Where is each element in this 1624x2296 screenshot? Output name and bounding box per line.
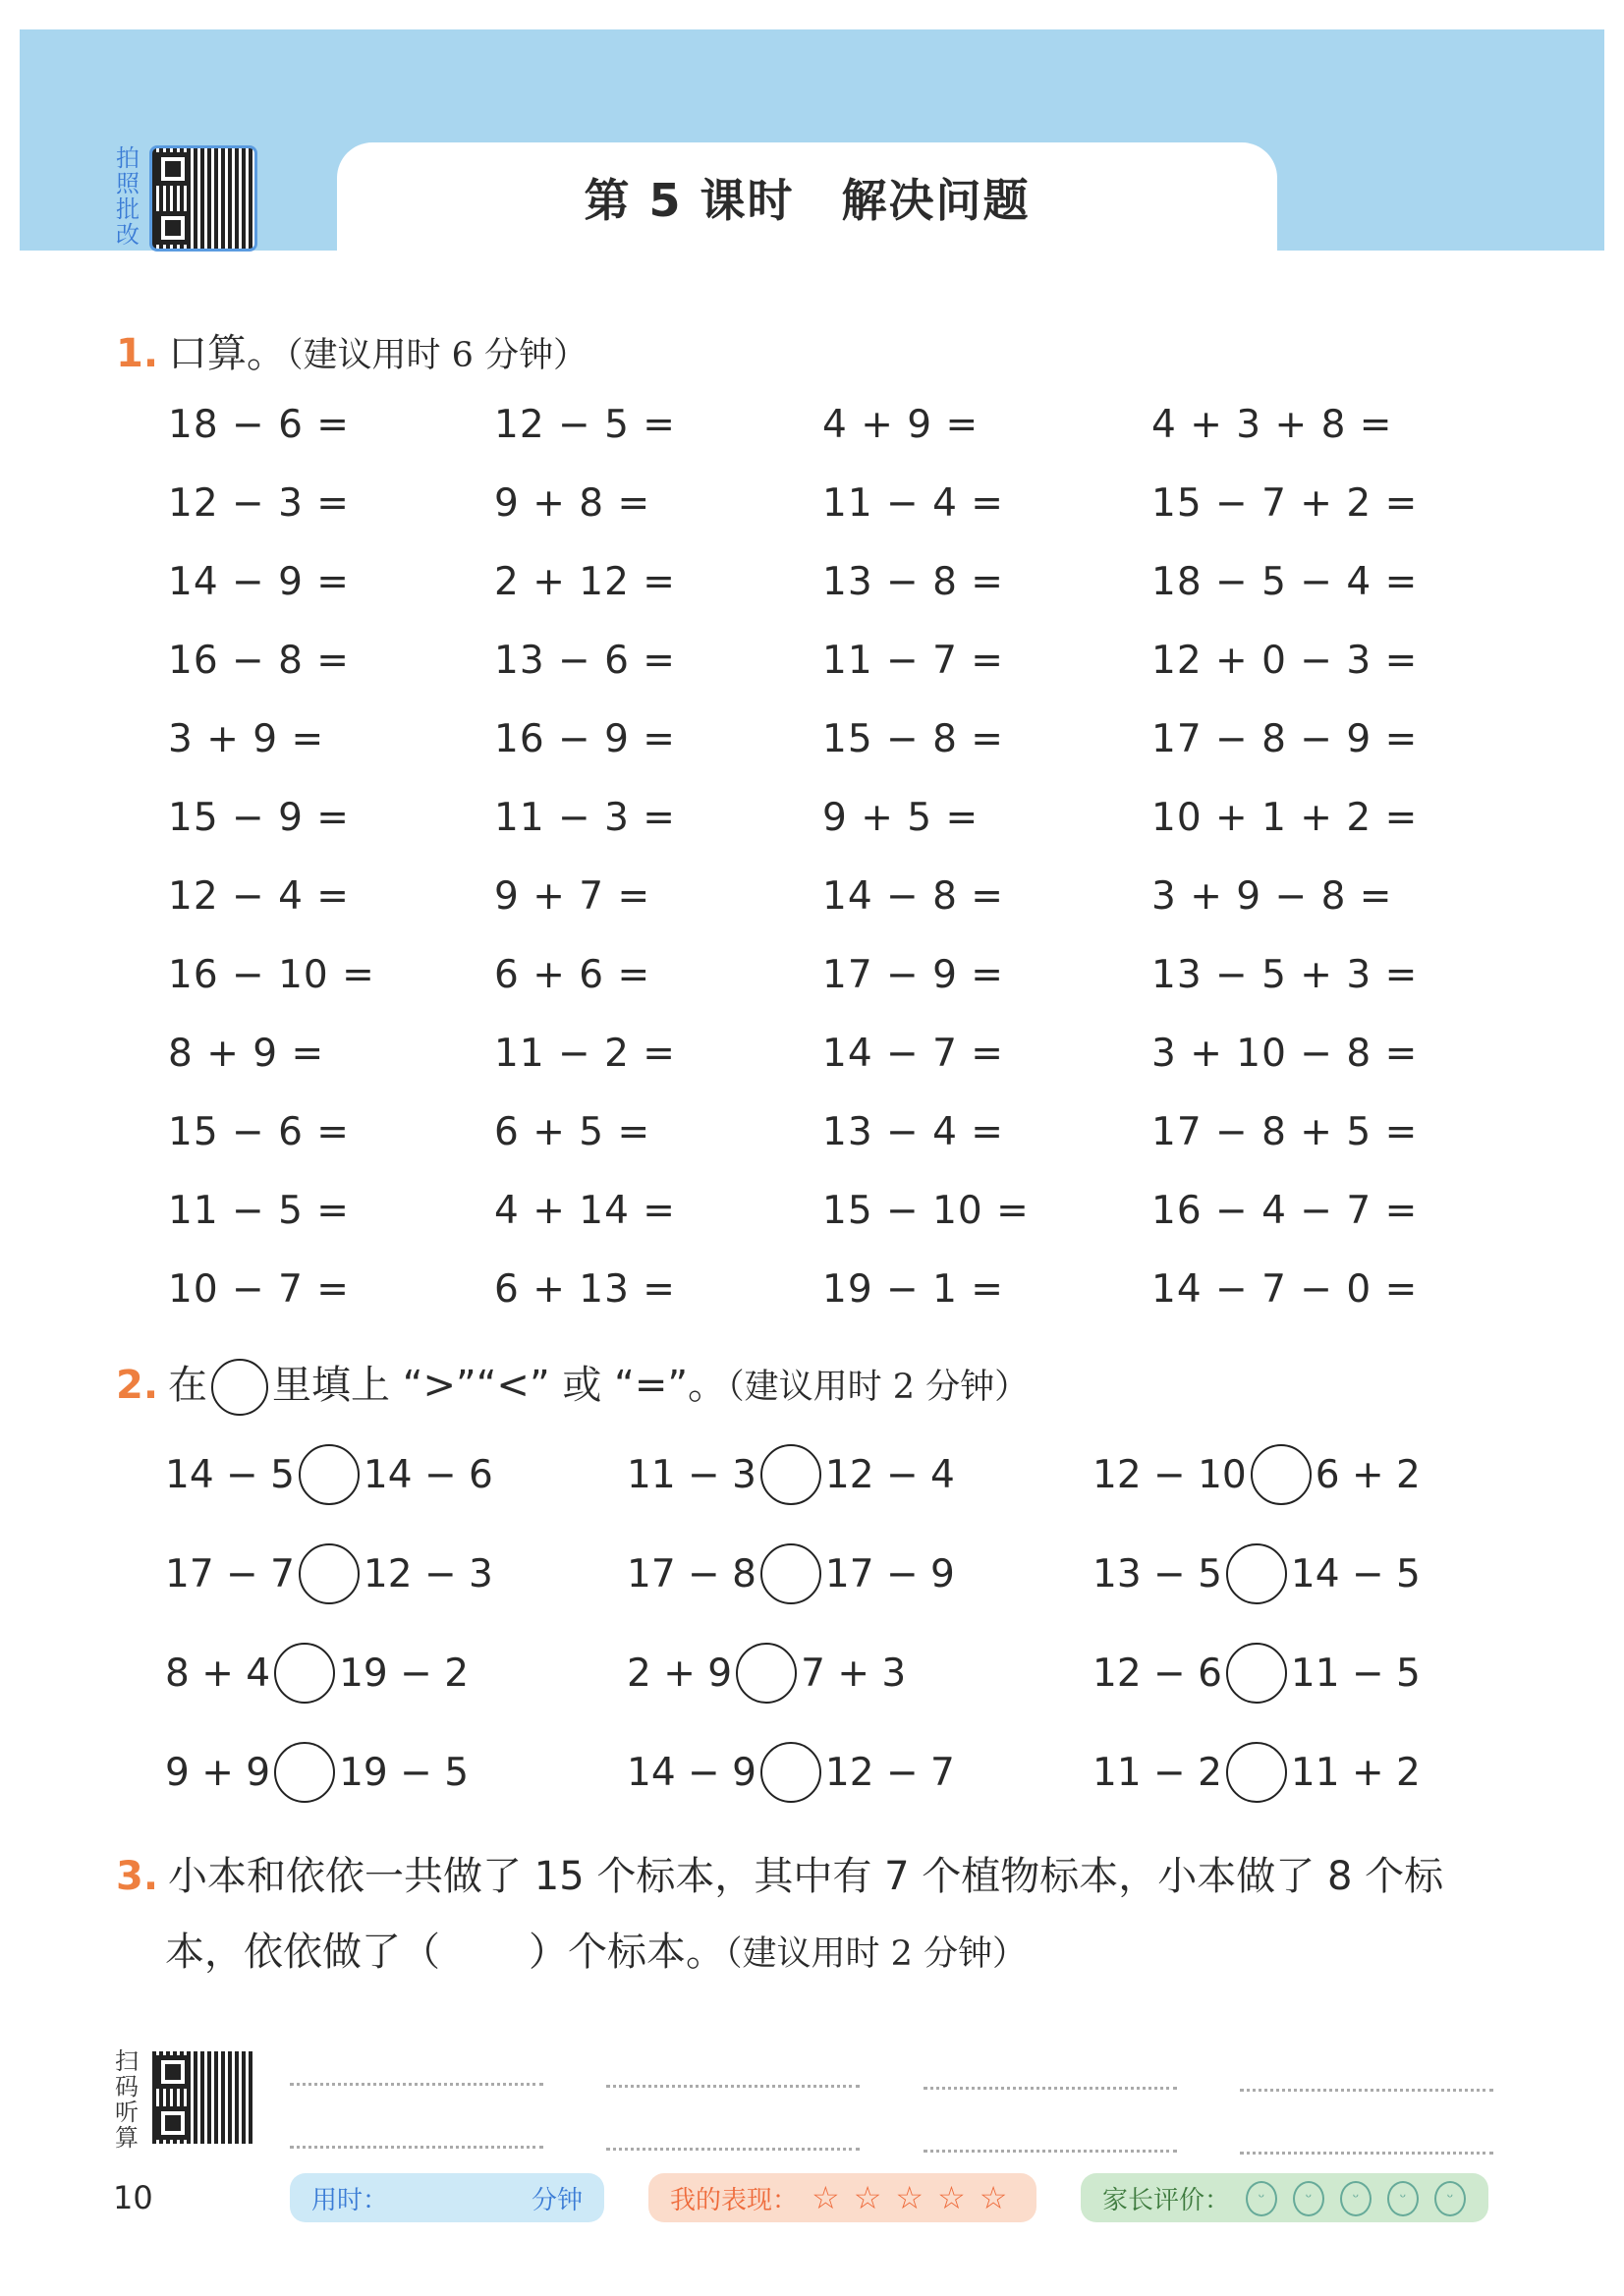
oral-calc-item[interactable]: 13 − 8 = bbox=[822, 560, 1004, 604]
compare-item bbox=[627, 1643, 906, 1704]
oral-calc-item[interactable]: 6 + 5 = bbox=[494, 1110, 651, 1154]
oral-calc-item[interactable]: 8 + 9 = bbox=[168, 1032, 325, 1076]
left-expression: 2 + 9 bbox=[627, 1651, 733, 1696]
time-unit: 分钟 bbox=[531, 2185, 583, 2215]
time-hint: （建议用时 6 分钟） bbox=[286, 336, 588, 375]
oral-calc-item[interactable]: 15 − 8 = bbox=[822, 717, 1004, 761]
oral-calc-item[interactable]: 17 − 9 = bbox=[822, 953, 1004, 997]
question-number: 1. bbox=[116, 331, 159, 376]
smiley-icon[interactable]: ᵕ bbox=[1434, 2181, 1466, 2216]
left-expression: 11 − 3 bbox=[627, 1452, 756, 1497]
oral-calc-item[interactable]: 17 − 8 + 5 = bbox=[1151, 1110, 1419, 1154]
writing-line[interactable] bbox=[606, 2148, 860, 2151]
left-expression: 12 − 10 bbox=[1092, 1452, 1247, 1497]
right-expression: 12 − 3 bbox=[363, 1551, 493, 1596]
compare-item bbox=[627, 1543, 955, 1604]
answer-circle[interactable] bbox=[736, 1643, 797, 1704]
right-expression: 19 − 5 bbox=[339, 1750, 470, 1795]
left-expression: 9 + 9 bbox=[165, 1750, 271, 1795]
oral-calc-item[interactable]: 6 + 13 = bbox=[494, 1267, 676, 1312]
oral-calc-item[interactable]: 11 − 2 = bbox=[494, 1032, 676, 1076]
answer-circle[interactable] bbox=[1226, 1643, 1287, 1704]
oral-calc-item[interactable]: 14 − 7 = bbox=[822, 1032, 1004, 1076]
writing-line[interactable] bbox=[924, 2150, 1177, 2153]
answer-circle[interactable] bbox=[274, 1643, 335, 1704]
question-3-heading bbox=[116, 1845, 1443, 1901]
oral-calc-item[interactable]: 19 − 1 = bbox=[822, 1267, 1004, 1312]
answer-circle[interactable] bbox=[299, 1444, 360, 1505]
oral-calc-item[interactable]: 4 + 14 = bbox=[494, 1189, 676, 1233]
time-label: 用时： bbox=[311, 2185, 389, 2215]
oral-calc-item[interactable]: 10 − 7 = bbox=[168, 1267, 350, 1312]
smiley-icon[interactable]: ᵕ bbox=[1387, 2181, 1419, 2216]
time-hint: （建议用时 2 分钟） bbox=[727, 1368, 1030, 1407]
right-expression: 11 + 2 bbox=[1290, 1750, 1421, 1795]
question-3-line2 bbox=[165, 1921, 1027, 1977]
oral-calc-item[interactable]: 2 + 12 = bbox=[494, 560, 676, 604]
oral-calc-item[interactable]: 4 + 3 + 8 = bbox=[1151, 403, 1393, 447]
compare-item bbox=[627, 1444, 955, 1505]
oral-calc-item[interactable]: 13 − 4 = bbox=[822, 1110, 1004, 1154]
answer-circle[interactable] bbox=[1226, 1543, 1287, 1604]
oral-calc-item[interactable]: 16 − 8 = bbox=[168, 639, 350, 683]
oral-calc-item[interactable]: 11 − 3 = bbox=[494, 796, 676, 840]
question-number: 2. bbox=[116, 1363, 159, 1408]
left-expression: 11 − 2 bbox=[1092, 1750, 1222, 1795]
oral-calc-item[interactable]: 3 + 10 − 8 = bbox=[1151, 1032, 1419, 1076]
right-expression: 7 + 3 bbox=[801, 1651, 907, 1696]
writing-line[interactable] bbox=[606, 2085, 860, 2088]
smiley-icon[interactable]: ᵕ bbox=[1246, 2181, 1277, 2216]
oral-calc-item[interactable]: 14 − 8 = bbox=[822, 874, 1004, 919]
writing-line[interactable] bbox=[1240, 2089, 1493, 2092]
answer-circle[interactable] bbox=[274, 1742, 335, 1803]
oral-calc-item[interactable]: 9 + 7 = bbox=[494, 874, 651, 919]
oral-calc-item[interactable]: 16 − 10 = bbox=[168, 953, 375, 997]
answer-circle[interactable] bbox=[299, 1543, 360, 1604]
question-text: 小本和依依一共做了 15 个标本，其中有 7 个植物标本，小本做了 8 个标 bbox=[168, 1854, 1444, 1899]
parent-review-pill bbox=[1081, 2173, 1488, 2222]
right-expression: 12 − 4 bbox=[824, 1452, 955, 1497]
time-hint: （建议用时 2 分钟） bbox=[725, 1934, 1028, 1974]
oral-calc-item[interactable]: 18 − 5 − 4 = bbox=[1151, 560, 1419, 604]
photo-grade-label: 拍照批改 bbox=[116, 144, 140, 249]
compare-item bbox=[1092, 1444, 1421, 1505]
question-text: 口算。 bbox=[168, 331, 287, 376]
writing-line[interactable] bbox=[1240, 2152, 1493, 2155]
oral-calc-item[interactable]: 3 + 9 − 8 = bbox=[1151, 874, 1393, 919]
compare-item bbox=[165, 1643, 469, 1704]
compare-item bbox=[627, 1742, 955, 1803]
star-icon[interactable]: ☆ bbox=[937, 2179, 966, 2216]
right-expression: 14 − 6 bbox=[363, 1452, 493, 1497]
smiley-icon[interactable]: ᵕ bbox=[1293, 2181, 1324, 2216]
right-expression: 17 − 9 bbox=[824, 1551, 955, 1596]
star-icon[interactable]: ☆ bbox=[979, 2179, 1008, 2216]
left-expression: 17 − 8 bbox=[627, 1551, 756, 1596]
left-expression: 13 − 5 bbox=[1092, 1551, 1222, 1596]
qr-code-icon[interactable] bbox=[149, 145, 257, 252]
oral-calc-item[interactable]: 15 − 10 = bbox=[822, 1189, 1030, 1233]
answer-circle[interactable] bbox=[760, 1444, 821, 1505]
question-number: 3. bbox=[116, 1854, 159, 1899]
time-used-pill[interactable] bbox=[290, 2173, 604, 2222]
writing-line[interactable] bbox=[290, 2146, 543, 2149]
scan-listen-label: 扫码听算 bbox=[115, 2047, 139, 2152]
oral-calc-item[interactable]: 6 + 6 = bbox=[494, 953, 651, 997]
question-1-heading bbox=[116, 322, 588, 378]
answer-circle[interactable] bbox=[1226, 1742, 1287, 1803]
oral-calc-item[interactable]: 15 − 7 + 2 = bbox=[1151, 481, 1419, 526]
left-expression: 14 − 5 bbox=[165, 1452, 295, 1497]
writing-line[interactable] bbox=[290, 2083, 543, 2086]
compare-item bbox=[1092, 1543, 1421, 1604]
question-text: 里填上 “>”“<” 或 “=”。 bbox=[272, 1363, 728, 1408]
left-expression: 14 − 9 bbox=[627, 1750, 756, 1795]
oral-calc-item[interactable]: 14 − 9 = bbox=[168, 560, 350, 604]
oral-calc-item[interactable]: 9 + 8 = bbox=[494, 481, 651, 526]
compare-item bbox=[1092, 1643, 1421, 1704]
star-icon[interactable]: ☆ bbox=[812, 2179, 840, 2216]
left-expression: 12 − 6 bbox=[1092, 1651, 1222, 1696]
oral-calc-item[interactable]: 12 − 5 = bbox=[494, 403, 676, 447]
oral-calc-item[interactable]: 11 − 7 = bbox=[822, 639, 1004, 683]
oral-calc-item[interactable]: 17 − 8 − 9 = bbox=[1151, 717, 1419, 761]
right-expression: 12 − 7 bbox=[824, 1750, 955, 1795]
question-2-heading bbox=[116, 1354, 1029, 1416]
left-expression: 8 + 4 bbox=[165, 1651, 271, 1696]
compare-item bbox=[165, 1444, 493, 1505]
oral-calc-item[interactable]: 12 − 4 = bbox=[168, 874, 350, 919]
writing-line[interactable] bbox=[924, 2087, 1177, 2090]
oral-calc-item[interactable]: 10 + 1 + 2 = bbox=[1151, 796, 1419, 840]
oral-calc-item[interactable]: 16 − 4 − 7 = bbox=[1151, 1189, 1419, 1233]
question-text: ）个标本。 bbox=[529, 1930, 725, 1975]
star-icon[interactable]: ☆ bbox=[895, 2179, 924, 2216]
oral-calc-item[interactable]: 12 − 3 = bbox=[168, 481, 350, 526]
oral-calc-item[interactable]: 15 − 6 = bbox=[168, 1110, 350, 1154]
right-expression: 6 + 2 bbox=[1315, 1452, 1421, 1497]
page-title: 第 5 课时 解决问题 bbox=[584, 174, 1031, 227]
answer-circle[interactable] bbox=[760, 1742, 821, 1803]
oral-calc-item[interactable]: 14 − 7 − 0 = bbox=[1151, 1267, 1419, 1312]
oral-calc-item[interactable]: 13 − 6 = bbox=[494, 639, 676, 683]
oral-calc-item[interactable]: 9 + 5 = bbox=[822, 796, 980, 840]
left-expression: 17 − 7 bbox=[165, 1551, 295, 1596]
oral-calc-item[interactable]: 11 − 5 = bbox=[168, 1189, 350, 1233]
right-expression: 14 − 5 bbox=[1290, 1551, 1421, 1596]
answer-circle[interactable] bbox=[1251, 1444, 1312, 1505]
oral-calc-item[interactable]: 12 + 0 − 3 = bbox=[1151, 639, 1419, 683]
smiley-icon[interactable]: ᵕ bbox=[1340, 2181, 1372, 2216]
oral-calc-item[interactable]: 18 − 6 = bbox=[168, 403, 350, 447]
circle-icon bbox=[211, 1359, 268, 1416]
oral-calc-item[interactable]: 11 − 4 = bbox=[822, 481, 1004, 526]
oral-calc-item[interactable]: 4 + 9 = bbox=[822, 403, 980, 447]
oral-calc-item[interactable]: 13 − 5 + 3 = bbox=[1151, 953, 1419, 997]
compare-item bbox=[165, 1742, 469, 1803]
star-icon[interactable]: ☆ bbox=[853, 2179, 882, 2216]
parent-review-label: 家长评价： bbox=[1102, 2185, 1231, 2215]
right-expression: 19 − 2 bbox=[339, 1651, 470, 1696]
oral-calc-item[interactable]: 15 − 9 = bbox=[168, 796, 350, 840]
page-number: 10 bbox=[113, 2179, 153, 2216]
performance-label: 我的表现： bbox=[670, 2185, 799, 2215]
performance-pill bbox=[648, 2173, 1036, 2222]
question-text: 本，依依做了（ bbox=[165, 1930, 440, 1975]
question-text: 在 bbox=[168, 1363, 208, 1408]
compare-item bbox=[165, 1543, 493, 1604]
oral-calc-item[interactable]: 3 + 9 = bbox=[168, 717, 325, 761]
compare-item bbox=[1092, 1742, 1421, 1803]
oral-calc-item[interactable]: 16 − 9 = bbox=[494, 717, 676, 761]
right-expression: 11 − 5 bbox=[1290, 1651, 1421, 1696]
qr-code-icon[interactable] bbox=[149, 2048, 255, 2147]
answer-circle[interactable] bbox=[760, 1543, 821, 1604]
